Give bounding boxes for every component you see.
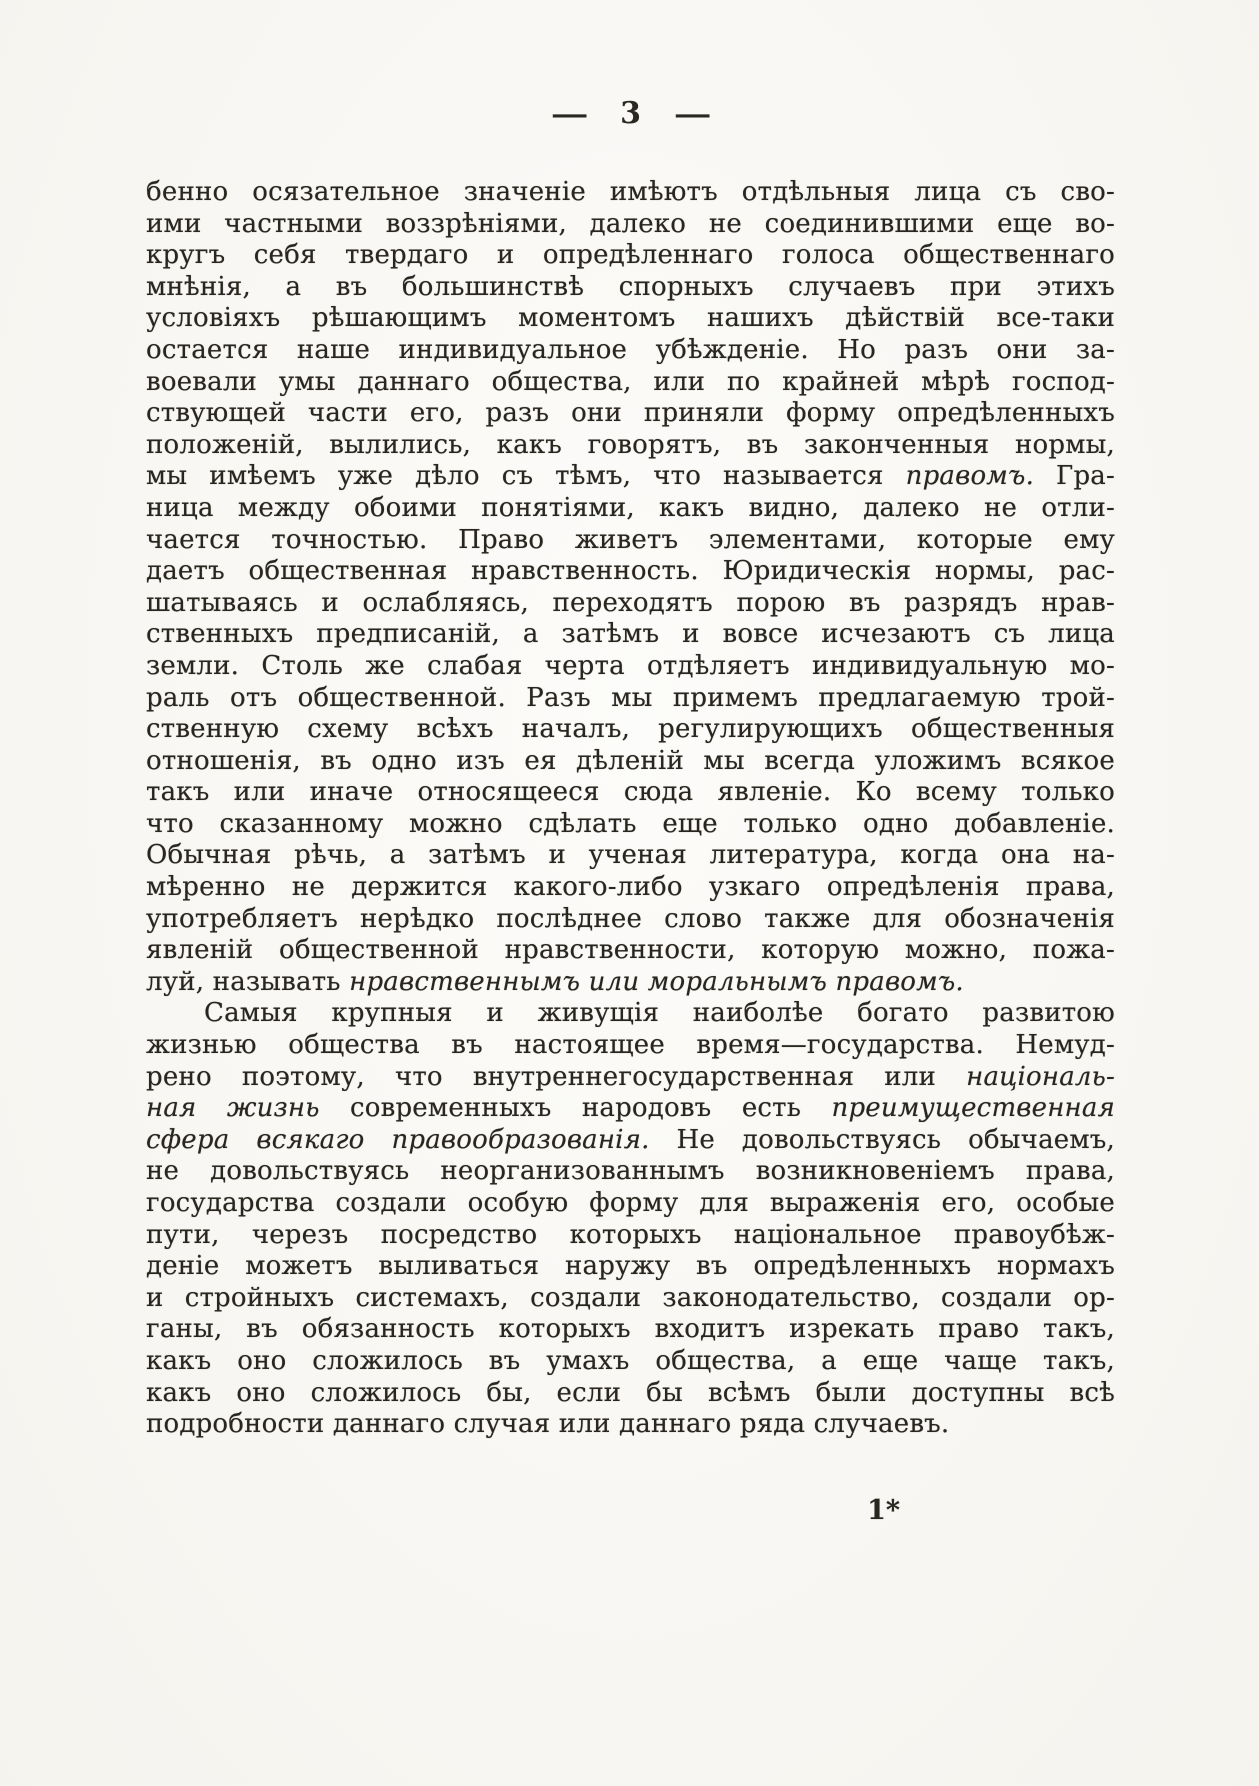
text-line [146,1156,1115,1188]
header-dash-left: — [550,99,588,130]
text-line [146,335,1115,367]
text-line [146,1125,1115,1157]
text-segment: бенно осязательное значеніе имѣютъ отдѣльныя лица съ сво- [146,177,1115,207]
text-line [146,1378,1115,1410]
text-segment: остается наше индивидуальное убѣжденіе. Но разъ они за- [146,334,1115,365]
text-segment: Гра- [1034,461,1115,492]
text-line [146,1409,1115,1441]
page-body-text [146,177,1115,1441]
text-segment: не довольствуясь неорганизованнымъ возникновеніемъ права, [146,1156,1115,1187]
text-line [146,683,1115,715]
italic-text-segment: ная жизнь [146,1093,320,1124]
text-segment: Самыя крупныя и живущія наиболѣе богато развитою [204,998,1115,1029]
text-segment: даетъ общественная нравственность. Юридическія нормы, рас- [146,556,1115,587]
text-line [146,1283,1115,1315]
header-dash-right: — [673,99,711,130]
italic-text-segment: нравственнымъ или моральнымъ правомъ. [349,966,964,997]
text-segment: Не довольствуясь обычаемъ, [649,1124,1115,1155]
text-line [146,1220,1115,1252]
text-line [146,967,1115,999]
text-segment: ими частными воззрѣніями, далеко не соединившими еще во- [146,208,1115,239]
text-segment: ственную схему всѣхъ началъ, регулирующихъ общественныя [146,714,1115,745]
text-line [146,272,1115,304]
text-segment: воевали умы даннаго общества, или по крайней мѣрѣ господ- [146,366,1115,397]
text-line [146,777,1115,809]
text-segment: явленій общественной нравственности, которую можно, пожа- [146,935,1115,966]
text-line [146,430,1115,462]
text-line [146,240,1115,272]
text-line [146,461,1115,493]
text-line [146,872,1115,904]
text-segment: ствующей части его, разъ они приняли форму опредѣленныхъ [146,398,1115,429]
text-segment: чается точностью. Право живетъ элементами, которые ему [146,524,1115,555]
text-segment: условіяхъ рѣшающимъ моментомъ нашихъ дѣйствій все-таки [146,303,1115,334]
text-segment: употребляетъ нерѣдко послѣднее слово также для обозначенія [146,903,1115,934]
italic-text-segment: преимущественная [831,1093,1115,1124]
text-line [146,525,1115,557]
text-segment: мѣренно не держится какого-либо узкаго опредѣленія права, [146,872,1115,903]
text-segment: мнѣнія, а въ большинствѣ спорныхъ случаевъ при этихъ [146,271,1115,302]
italic-text-segment: сфера всякаго правообразованія. [146,1124,650,1155]
text-segment: и стройныхъ системахъ, создали законодательство, создали ор- [146,1282,1115,1313]
text-line [146,1188,1115,1220]
text-line [146,714,1115,746]
signature-mark: 1* [867,1494,900,1526]
text-segment: мы имѣемъ уже дѣло съ тѣмъ, что называется [146,461,906,492]
text-segment: какъ оно сложилось бы, если бы всѣмъ были доступны всѣ [146,1377,1115,1408]
text-line [146,840,1115,872]
text-line [146,651,1115,683]
text-line [146,303,1115,335]
text-segment: деніе можетъ выливаться наружу въ опредѣленныхъ нормахъ [146,1251,1115,1282]
text-segment: ганы, въ обязанность которыхъ входитъ изрекать право такъ, [146,1314,1115,1345]
text-line [146,935,1115,967]
text-segment: кругъ себя твердаго и опредѣленнаго голоса общественнаго [146,240,1115,271]
text-segment: шатываясь и ослабляясь, переходятъ порою въ разрядъ нрав- [146,587,1115,618]
text-line [146,809,1115,841]
text-segment: Обычная рѣчь, а затѣмъ и ученая литература, когда она на- [146,840,1115,871]
text-line [146,1251,1115,1283]
text-line [146,209,1115,241]
text-line [146,398,1115,430]
text-line [146,746,1115,778]
page-number: 3 [620,96,641,131]
page-footer [146,1495,1115,1526]
text-line [146,177,1115,209]
text-line [146,1062,1115,1094]
text-line [146,556,1115,588]
text-line [146,1346,1115,1378]
text-line [146,1314,1115,1346]
text-segment: такъ или иначе относящееся сюда явленіе. Ко всему только [146,777,1115,808]
text-segment: что сказанному можно сдѣлать еще только одно добавленіе. [146,808,1115,839]
text-line [146,619,1115,651]
text-segment: какъ оно сложилось въ умахъ общества, а еще чаще такъ, [146,1345,1115,1376]
text-segment: ница между обоими понятіями, какъ видно, далеко не отли- [146,492,1115,523]
text-line [146,998,1115,1030]
text-segment: пути, черезъ посредство которыхъ національное правоубѣж- [146,1219,1115,1250]
page-header [146,96,1115,131]
text-segment: ственныхъ предписаній, а затѣмъ и вовсе исчезаютъ съ лица [146,619,1115,650]
text-line [146,1093,1115,1125]
text-line [146,904,1115,936]
text-segment: жизнью общества въ настоящее время—государства. Немуд- [146,1030,1115,1061]
text-segment: современныхъ народовъ есть [319,1093,832,1124]
text-segment: рено поэтому, что внутреннегосударственная или [146,1061,967,1092]
text-segment: луй, называть [146,966,350,997]
text-segment: положеній, вылились, какъ говорятъ, въ законченныя нормы, [146,429,1115,460]
text-segment: раль отъ общественной. Разъ мы примемъ предлагаемую трой- [146,682,1115,713]
text-line [146,588,1115,620]
text-line [146,367,1115,399]
text-segment: подробности даннаго случая или даннаго ряда случаевъ. [146,1409,950,1440]
text-line [146,493,1115,525]
italic-text-segment: національ- [966,1061,1115,1092]
text-segment: государства создали особую форму для выраженія его, особые [146,1188,1115,1218]
italic-text-segment: правомъ. [905,461,1035,492]
text-segment: земли. Столь же слабая черта отдѣляетъ индивидуальную мо- [146,650,1115,681]
text-line [146,1030,1115,1062]
text-segment: отношенія, въ одно изъ ея дѣленій мы всегда уложимъ всякое [146,745,1115,776]
